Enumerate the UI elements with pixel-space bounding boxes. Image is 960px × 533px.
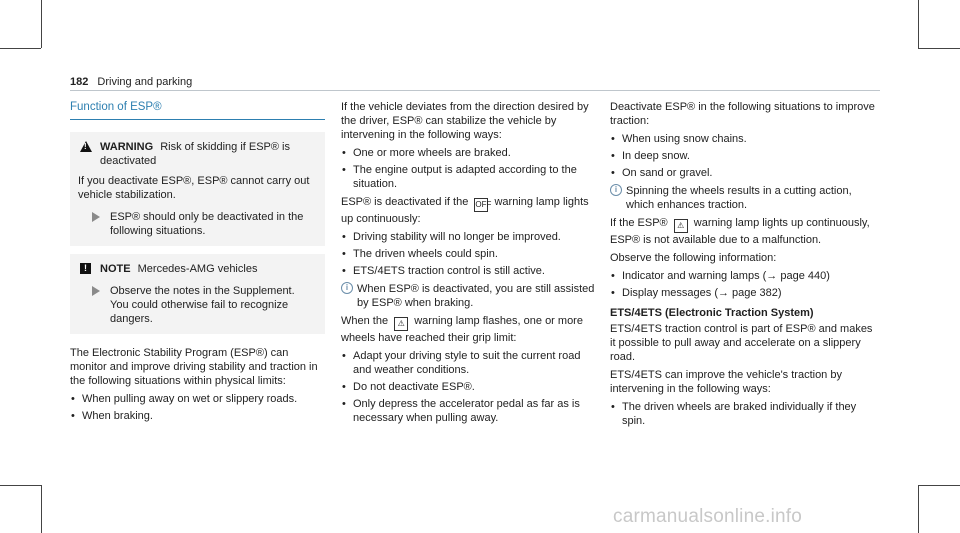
list-item: • One or more wheels are braked. <box>341 146 596 160</box>
lamp-text-post: warning lamp lights up continuously: <box>341 196 589 225</box>
list-item: • The engine output is adapted according to the situation. <box>341 163 596 191</box>
warning-heading-text: Risk of skidding if ESP® is deactivated <box>100 141 290 167</box>
column-2 <box>341 100 596 429</box>
notice-keyword: NOTE <box>100 263 131 275</box>
flash-text-post: warning lamp flashes, one or more wheels have reached their grip limit: <box>341 315 583 344</box>
bullet-list <box>610 132 880 180</box>
column-1 <box>70 100 325 427</box>
crop-mark <box>0 48 41 49</box>
notice-box <box>70 254 325 334</box>
list-item: • Only depress the accelerator pedal as far as is necessary when pulling away. <box>341 397 596 425</box>
list-item: • When pulling away on wet or slippery roads. <box>70 392 325 406</box>
bullet-list <box>610 269 880 300</box>
page-number: 182 <box>70 76 89 88</box>
arrow-right-icon <box>92 286 100 296</box>
info-note <box>341 282 596 310</box>
warning-keyword: WARNING <box>100 141 154 153</box>
warning-text: If you deactivate ESP®, ESP® cannot carry out vehicle stabilization. <box>78 175 310 201</box>
header-rule <box>70 90 880 91</box>
subheading: ETS/4ETS (Electronic Traction System) <box>610 307 814 319</box>
warning-box <box>70 132 325 246</box>
bullet-list <box>341 230 596 278</box>
fault-text-pre: If the ESP® <box>610 217 668 229</box>
watermark: carmanualsonline.info <box>613 506 803 527</box>
crop-mark <box>918 0 919 48</box>
list-item: • The driven wheels are braked individually if they spin. <box>610 400 880 428</box>
list-item: • When using snow chains. <box>610 132 880 146</box>
crop-mark <box>41 0 42 48</box>
bullet-list <box>341 349 596 425</box>
list-item: • On sand or gravel. <box>610 166 880 180</box>
paragraph: If the vehicle deviates from the direction desired by the driver, ESP® can stabilize the vehicle by intervening in the following ways: <box>341 101 589 141</box>
bullet-list <box>70 392 325 423</box>
list-item: • When braking. <box>70 409 325 423</box>
paragraph: ETS/4ETS can improve the vehicle's traction by intervening in the following ways: <box>610 369 842 395</box>
paragraph <box>341 314 596 345</box>
page-reference-link[interactable]: • Display messages (→ page 382) <box>610 286 880 300</box>
list-item: • In deep snow. <box>610 149 880 163</box>
notice-heading-text: Mercedes-AMG vehicles <box>137 263 258 275</box>
crop-mark <box>41 485 42 533</box>
paragraph: Deactivate ESP® in the following situations to improve traction: <box>610 101 875 127</box>
list-item: • The driven wheels could spin. <box>341 247 596 261</box>
page-reference-link[interactable]: • Indicator and warning lamps (→ page 440) <box>610 269 880 283</box>
info-text: Spinning the wheels results in a cutting action, which enhances traction. <box>626 185 852 211</box>
info-note <box>610 184 880 212</box>
arrow-right-icon <box>92 212 100 222</box>
flash-text-pre: When the <box>341 315 389 327</box>
lamp-text-pre: ESP® is deactivated if the <box>341 196 469 208</box>
warning-action-text: ESP® should only be deactivated in the following situations. <box>110 211 304 237</box>
paragraph: ETS/4ETS traction control is part of ESP® and makes it possible to pull away and accelerate on a slippery road. <box>610 323 873 363</box>
crop-mark <box>918 485 919 533</box>
esp-warning-lamp-icon: ⚠ <box>394 317 408 331</box>
crop-mark <box>0 485 41 486</box>
section-title: Function of ESP® <box>70 100 325 120</box>
page-header <box>70 75 192 89</box>
bullet-list <box>341 146 596 191</box>
bullet-list <box>610 400 880 428</box>
notice-action-text: Observe the notes in the Supplement. You could otherwise fail to recognize dangers. <box>110 285 295 325</box>
list-item: • Driving stability will no longer be improved. <box>341 230 596 244</box>
chapter-title: Driving and parking <box>97 76 193 88</box>
crop-mark <box>918 485 960 486</box>
warning-heading <box>78 140 315 168</box>
list-item: • Do not deactivate ESP®. <box>341 380 596 394</box>
warning-triangle-icon <box>80 141 92 152</box>
paragraph <box>610 216 880 247</box>
esp-warning-lamp-icon: ⚠ <box>674 219 688 233</box>
info-text: When ESP® is deactivated, you are still assisted by ESP® when braking. <box>357 283 595 309</box>
info-icon: i <box>341 282 353 294</box>
info-icon: i <box>610 184 622 196</box>
paragraph: Observe the following information: <box>610 252 777 264</box>
crop-mark <box>918 48 960 49</box>
notice-action <box>78 284 315 326</box>
column-3 <box>610 100 880 432</box>
esp-off-warning-lamp-icon: OFF <box>474 198 488 212</box>
paragraph <box>341 195 596 226</box>
notice-heading <box>78 262 315 276</box>
warning-action <box>78 210 315 238</box>
list-item: • Adapt your driving style to suit the current road and weather conditions. <box>341 349 596 377</box>
fault-text-post: warning lamp lights up continuously, ESP® is not available due to a malfunction. <box>610 217 870 246</box>
esp-description: The Electronic Stability Program (ESP®) can monitor and improve driving stability and traction in the following situations within physical limits: <box>70 347 318 387</box>
notice-exclamation-icon: ! <box>80 263 91 274</box>
list-item: • ETS/4ETS traction control is still active. <box>341 264 596 278</box>
